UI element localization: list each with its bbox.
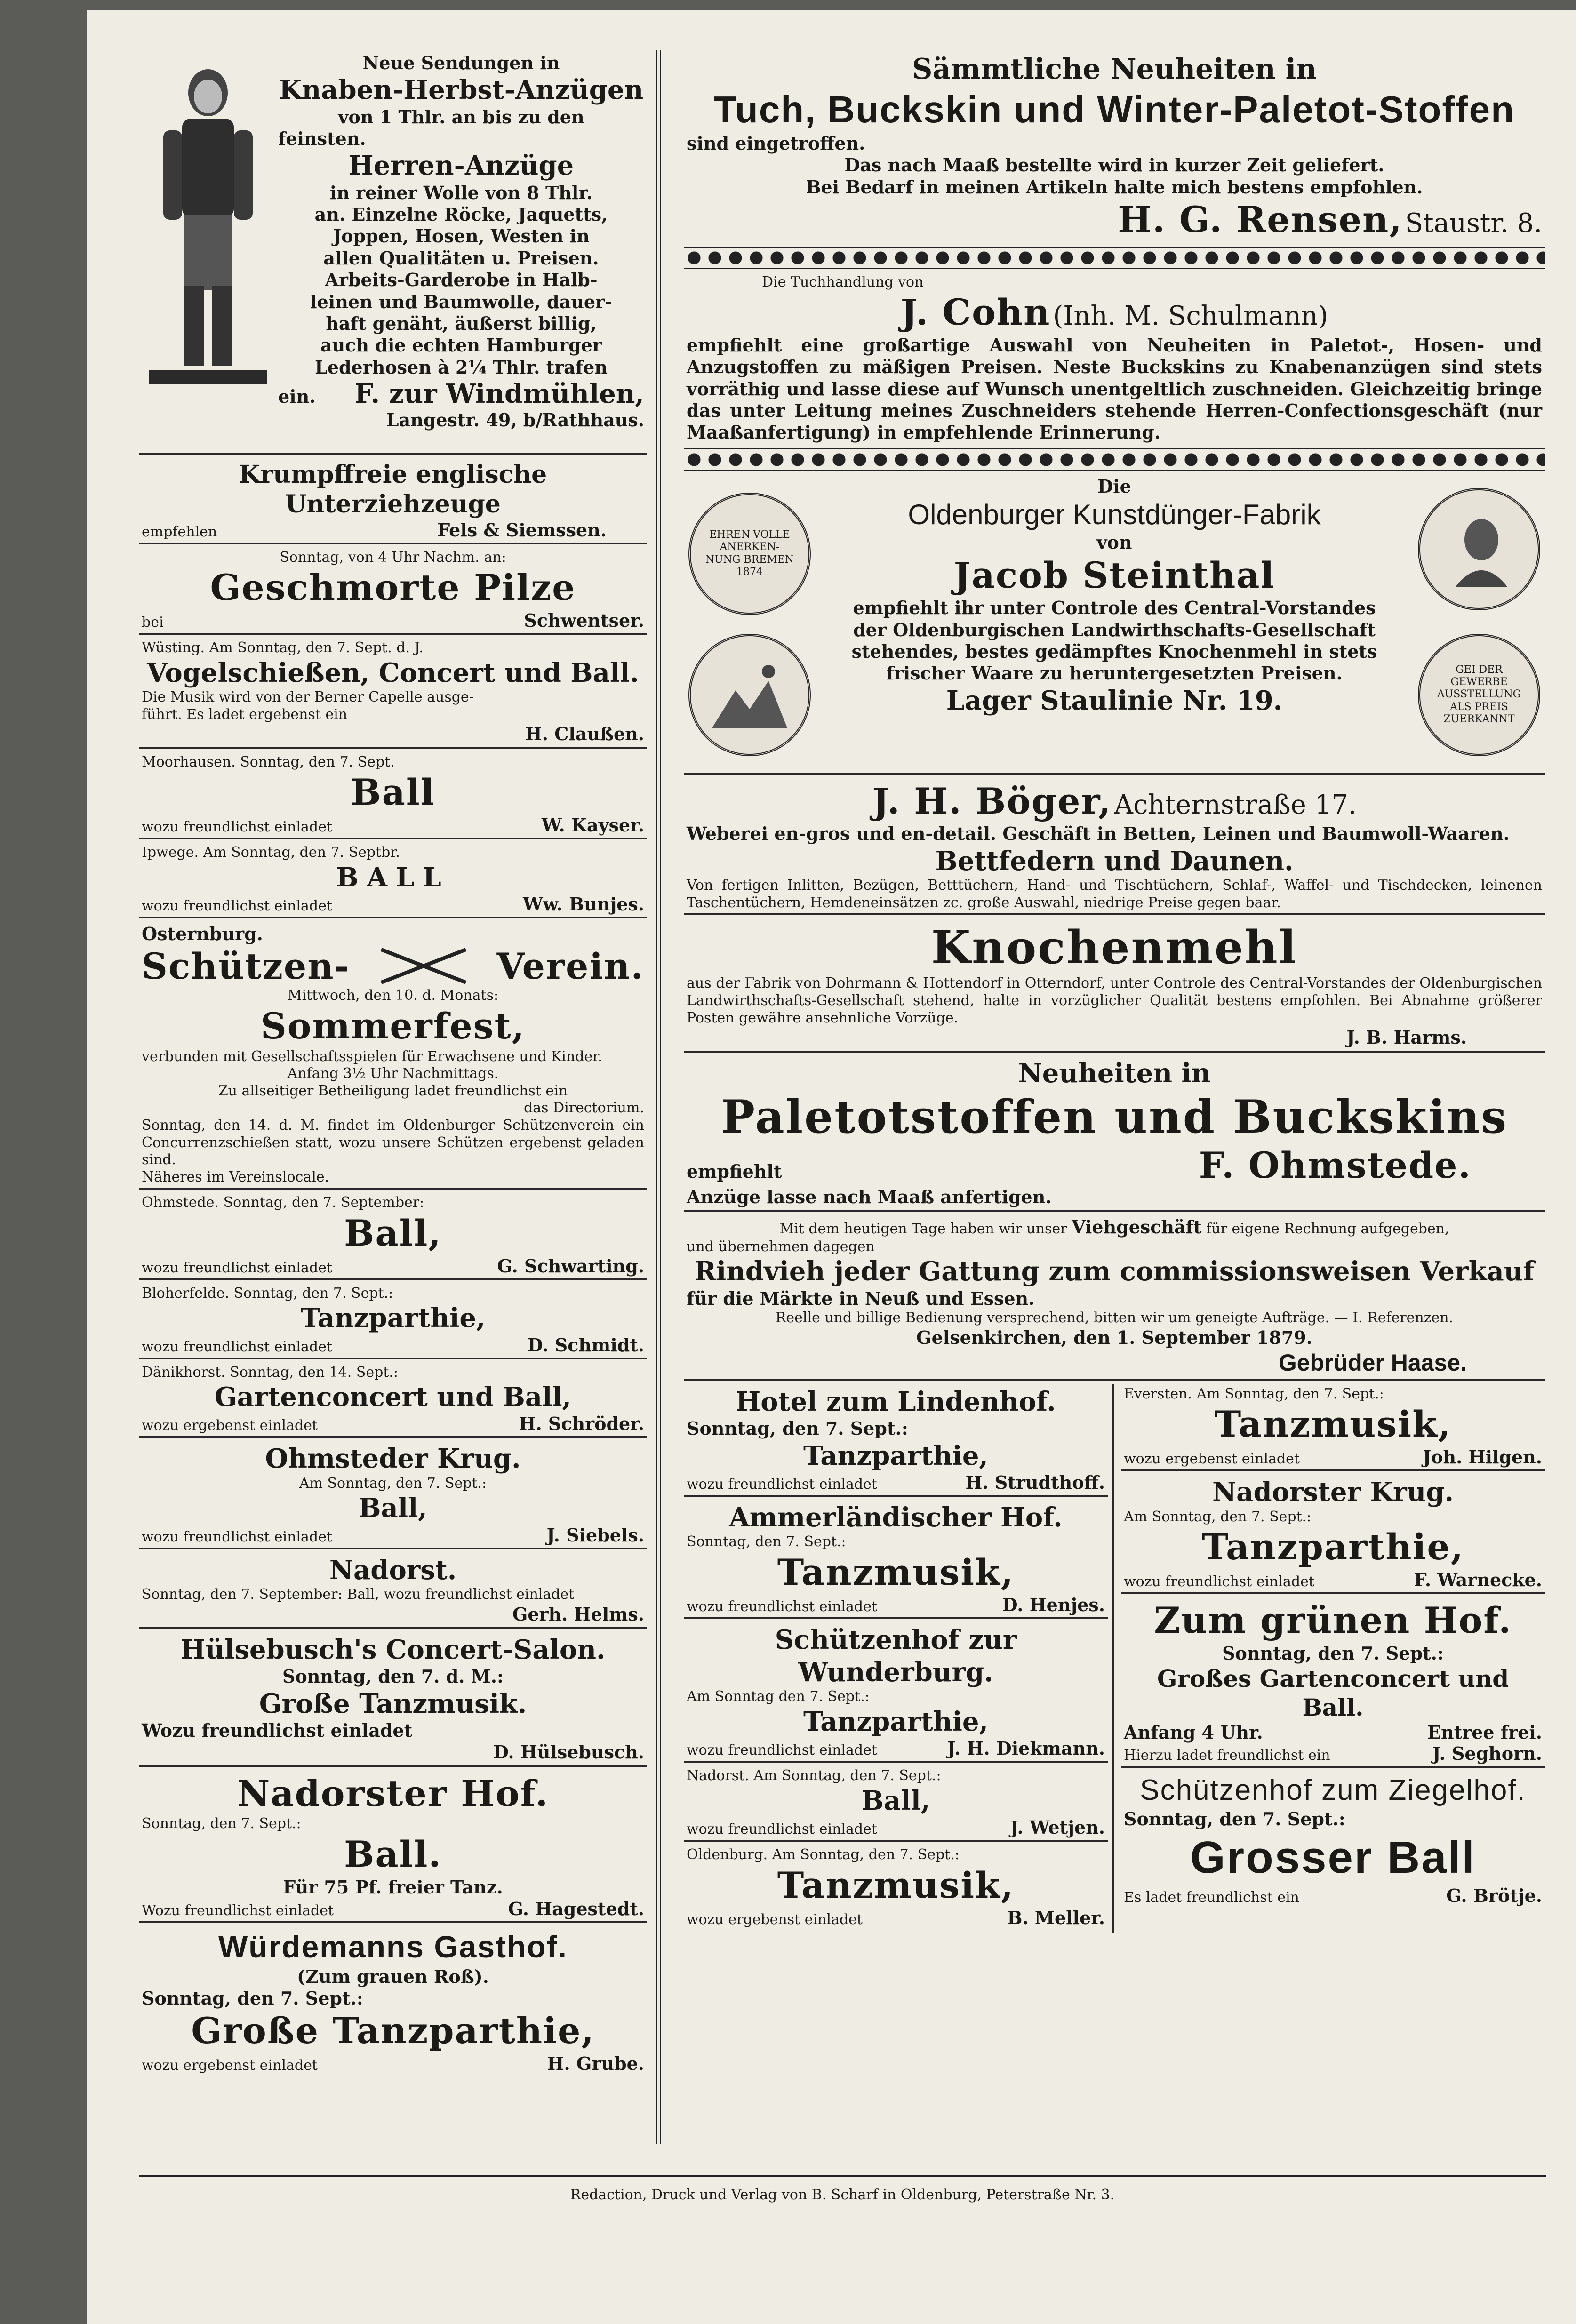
ad-wuerdemanns <box>139 1926 647 2076</box>
right-column <box>684 50 1545 2144</box>
ad-date: Sonntag, den 7. Sept.: <box>142 1815 301 1832</box>
ad-text: wozu freundlichst einladet <box>687 1821 877 1837</box>
knaben-text: Joppen, Hosen, Westen in <box>333 225 590 247</box>
knaben-line1: Neue Sendungen in <box>362 52 560 73</box>
ad-text: verbunden mit Gesellschaftsspielen für Erwachsene und Kinder. <box>142 1048 602 1065</box>
advertiser-address: Staustr. 8. <box>1405 208 1542 239</box>
ad-heading: Nadorster Hof. <box>237 1772 549 1814</box>
ad-date: Am Sonntag, den 7. Sept.: <box>299 1475 487 1492</box>
ad-text: Bei Bedarf in meinen Artikeln halte mich bestens empfohlen. <box>806 176 1423 198</box>
advertiser-name: J. B. Harms. <box>1346 1027 1467 1048</box>
advertiser-name: J. H. Diekmann. <box>947 1738 1105 1759</box>
boy-figure-illustration <box>144 60 272 399</box>
ad-heading: Ball, <box>344 1212 442 1254</box>
knaben-heading: Knaben-Herbst-Anzügen <box>279 74 644 106</box>
ad-nadorst <box>139 1552 647 1629</box>
advertiser-name: H. Grube. <box>547 2052 644 2074</box>
ad-wuesting <box>139 638 647 749</box>
ad-text: Entree frei. <box>1427 1721 1542 1743</box>
advertiser-name: F. zur Windmühlen, <box>354 378 644 409</box>
award-seal-gewerbe <box>688 634 811 756</box>
knaben-text: haft genäht, äußerst billig, <box>326 312 597 334</box>
advertiser-name: J. Siebels. <box>546 1524 644 1546</box>
advertiser-name: Joh. Hilgen. <box>1423 1446 1542 1468</box>
ad-heading: Verein. <box>496 945 644 987</box>
award-seal-ausstellung: GEI DER GEWERBE AUSSTELLUNG ALS PREIS ZUERKANNT <box>1418 634 1540 756</box>
ad-heading: Lager Staulinie Nr. 19. <box>946 685 1283 716</box>
ad-knaben-anzuege <box>139 50 647 455</box>
ad-heading: Tanzmusik, <box>777 1551 1015 1593</box>
ad-text: wozu ergebenst einladet <box>1124 1451 1300 1468</box>
ad-heading: Gartenconcert und Ball, <box>214 1382 572 1413</box>
ad-text: führt. Es ladet ergebenst ein <box>142 706 348 723</box>
column-divider <box>656 50 661 2144</box>
ad-text: wozu freundlichst einladet <box>142 818 332 835</box>
ad-moorhausen <box>139 752 647 839</box>
award-seal-bremen: EHREN-VOLLE ANERKEN-NUNG BREMEN 1874 <box>688 493 811 615</box>
ad-heading: Tanzparthie, <box>803 1706 989 1737</box>
ad-steinthal <box>684 474 1545 775</box>
ad-nadorster-hof <box>139 1770 647 1923</box>
ad-date: Sonntag, den 7. Sept.: <box>1124 1808 1345 1829</box>
knaben-line3: von 1 Thlr. an bis zu den <box>338 106 584 128</box>
ad-text: wozu ergebenst einladet <box>142 2057 318 2074</box>
ad-text: Weberei en-gros und en-detail. Geschäft in Betten, Leinen und Baumwoll-Waaren. <box>687 823 1510 845</box>
ad-heading: Schützenhof zur Wunderburg. <box>775 1624 1017 1688</box>
ad-heading: Tanzmusik, <box>1214 1403 1452 1446</box>
ad-text: Das nach Maaß bestellte wird in kurzer Zeit geliefert. <box>844 154 1384 176</box>
ad-text: empfiehlt eine großartige Auswahl von Neuheiten in Paletot-, Hosen- und Anzugstoffen zu mäßigen Preisen. Neste Buckskins zu Knabenanzügen sind stets vorräthig und lasse diese auf Wunsch unentgeltlich zuschneiden. Gleichzeitig bringe das unter Leitung meines Zuschneiders stehende Herren-Confectionsgeschäft (nur Maaßanfertigung) in empfehlende Erinnerung. <box>687 334 1542 443</box>
ad-heading: Tanzparthie, <box>1201 1526 1464 1568</box>
advertiser-name: J. H. Böger, <box>872 780 1112 822</box>
ad-ammerlaendischer-hof <box>684 1500 1108 1620</box>
ad-text: Wozu freundlichst einladet <box>142 1719 413 1741</box>
ad-heading: Ball, <box>861 1785 930 1816</box>
ad-heading: Neuheiten in <box>1018 1057 1211 1089</box>
ad-text: Gelsenkirchen, den 1. September 1879. <box>916 1326 1312 1348</box>
ad-text: Die Musik wird von der Berner Capelle ausge- <box>142 689 474 706</box>
ad-bloherfelde <box>139 1283 647 1359</box>
advertiser-name: W. Kayser. <box>541 814 644 836</box>
left-column <box>139 50 647 2144</box>
ad-daenikhorst <box>139 1362 647 1438</box>
ad-heading: Krumpffreie englische Unterziehzeuge <box>239 460 547 519</box>
ad-heading: Hotel zum Lindenhof. <box>736 1386 1056 1417</box>
ad-text: Anzüge lasse nach Maaß anfertigen. <box>687 1186 1052 1207</box>
ad-ziegelhof <box>1121 1771 1545 1908</box>
ad-text: empfehlen <box>142 523 217 540</box>
ad-text: Sonntag, den 7. September: Ball, wozu freundlichst einladet <box>142 1586 575 1603</box>
knaben-text: allen Qualitäten u. Preisen. <box>323 247 599 269</box>
knaben-text: an. Einzelne Röcke, Jaquetts, <box>314 204 608 225</box>
ad-text: Wozu freundlichst einladet <box>142 1902 334 1919</box>
ad-date: Am Sonntag, den 7. Sept.: <box>1124 1508 1312 1525</box>
ad-nadorster-krug <box>1121 1474 1545 1594</box>
dotted-border <box>684 247 1545 269</box>
ad-keyword: Viehgeschäft <box>1072 1216 1202 1238</box>
advertiser-name: J. Wetjen. <box>1010 1816 1105 1838</box>
ad-ipwege <box>139 842 647 918</box>
ad-heading: Ball <box>351 771 435 814</box>
advertiser-name: G. Schwarting. <box>497 1255 644 1277</box>
ad-text: für die Märkte in Neuß und Essen. <box>687 1287 1035 1309</box>
ad-date: Sonntag, den 7. Sept.: <box>142 1987 363 2009</box>
ad-text: aus der Fabrik von Dohrmann & Hottendorf in Otterndorf, unter Controle des Central-Vorstandes der Oldenburgischen Landwirthschafts-Gesellschaft stehend, halte in vorzüglicher Qualität bestens empfohlen. Bei Abnahme größerer Posten gewähre ansehnliche Vorzüge. <box>687 975 1542 1026</box>
ad-date: Sonntag, von 4 Uhr Nachm. an: <box>280 549 506 566</box>
knaben-text: auch die echten Hamburger <box>320 335 602 356</box>
ad-heading: Bettfedern und Daunen. <box>935 845 1294 877</box>
ad-text: Die <box>1097 475 1131 497</box>
ad-text: sind eingetroffen. <box>687 132 865 154</box>
ad-heading: Tanzparthie, <box>803 1440 989 1471</box>
ad-text: und übernehmen dagegen <box>687 1238 875 1255</box>
ad-heading: Schützenhof zum Ziegelhof. <box>1140 1773 1526 1806</box>
ad-eversten <box>1121 1384 1545 1471</box>
advertiser-name: J. Seghorn. <box>1432 1742 1542 1764</box>
ad-heading: BALL <box>336 862 450 893</box>
ad-heading: Nadorster Krug. <box>1212 1477 1454 1508</box>
ad-ohmstede <box>139 1192 647 1280</box>
knaben-text: in reiner Wolle von 8 Thlr. <box>329 182 593 203</box>
advertiser-name: F. Warnecke. <box>1414 1569 1542 1590</box>
ad-cohn <box>684 272 1545 446</box>
advertiser-name: H. Claußen. <box>525 723 644 745</box>
knaben-text: Arbeits-Garderobe in Halb- <box>325 269 598 291</box>
advertiser-name: D. Schmidt. <box>527 1334 644 1356</box>
ad-text: für eigene Rechnung aufgegeben, <box>1206 1221 1449 1238</box>
advertiser-name: H. G. Rensen, <box>1118 198 1403 240</box>
ad-wunderburg <box>684 1622 1108 1763</box>
ad-krumpffreie <box>139 458 647 544</box>
knaben-line4: feinsten. <box>278 128 366 150</box>
ad-heading: Tanzmusik, <box>777 1864 1015 1906</box>
ad-text: (Zum grauen Roß). <box>297 1965 489 1987</box>
advertiser-name: Gerh. Helms. <box>512 1603 644 1625</box>
ad-gruener-hof <box>1121 1597 1545 1768</box>
ad-text: wozu freundlichst einladet <box>142 1259 332 1276</box>
advertiser-name: H. Schröder. <box>519 1413 644 1435</box>
ad-heading: Ball. <box>344 1833 442 1875</box>
ad-date: Oldenburg. Am Sonntag, den 7. Sept.: <box>687 1846 960 1863</box>
ad-text: Es ladet freundlichst ein <box>1124 1889 1299 1906</box>
ad-text: Für 75 Pf. freier Tanz. <box>283 1876 503 1898</box>
ad-heading: Vogelschießen, Concert und Ball. <box>147 657 639 688</box>
ad-text: Anfang 3½ Uhr Nachmittags. <box>287 1065 499 1082</box>
ad-huelsebusch <box>139 1632 647 1767</box>
ad-heading: Knochenmehl <box>931 921 1298 974</box>
ad-nadorst-wetjen <box>684 1765 1108 1842</box>
bottom-ads-left <box>684 1384 1114 1933</box>
ad-text: wozu freundlichst einladet <box>142 1528 332 1545</box>
imprint-footer: Redaction, Druck und Verlag von B. Scharf in Oldenburg, Peterstraße Nr. 3. <box>139 2175 1546 2203</box>
advertiser-name: F. Ohmstede. <box>1199 1144 1472 1186</box>
knaben-text: ein. <box>278 385 316 407</box>
ad-date: Am Sonntag den 7. Sept.: <box>687 1688 870 1705</box>
ad-heading: Nadorst. <box>329 1554 457 1586</box>
ad-text: wozu freundlichst einladet <box>142 897 332 914</box>
ad-heading: Ammerländischer Hof. <box>729 1501 1063 1533</box>
ad-ohmstede-paletot <box>684 1055 1545 1212</box>
bottom-ads-grid <box>684 1384 1545 1933</box>
ad-date: Nadorst. Am Sonntag, den 7. Sept.: <box>687 1767 941 1784</box>
ad-lindenhof <box>684 1384 1108 1497</box>
ad-date: Mittwoch, den 10. d. Monats: <box>287 987 499 1004</box>
ad-date: Ipwege. Am Sonntag, den 7. Septbr. <box>142 844 400 861</box>
advertiser-address: Langestr. 49, b/Rathhaus. <box>386 409 644 431</box>
ad-heading: Tuch, Buckskin und Winter-Paletot-Stoffen <box>713 88 1515 131</box>
ad-heading: Zum grünen Hof. <box>1154 1599 1512 1641</box>
ad-date: Ohmstede. Sonntag, den 7. September: <box>142 1194 424 1211</box>
ad-text: Zu allseitiger Betheiligung ladet freundlichst ein <box>218 1082 568 1099</box>
ad-place: Osternburg. <box>142 923 263 944</box>
ad-heading: Würdemanns Gasthof. <box>218 1929 568 1964</box>
ad-rensen <box>684 50 1545 244</box>
ad-schuetzenverein <box>139 921 647 1190</box>
ad-pilze <box>139 547 647 635</box>
ad-date: Eversten. Am Sonntag, den 7. Sept.: <box>1124 1385 1384 1402</box>
ad-heading: Oldenburger Kunstdünger-Fabrik <box>908 499 1321 531</box>
ad-text: Reelle und billige Bedienung versprechend, bitten wir um geneigte Aufträge. — I. Referenzen. <box>775 1309 1454 1326</box>
ad-oldenburg-meller <box>684 1845 1108 1930</box>
ad-boeger <box>684 778 1545 916</box>
ad-text: frischer Waare zu heruntergesetzten Preisen. <box>886 663 1343 684</box>
advertiser-name: H. Strudthoff. <box>965 1471 1105 1493</box>
ad-text: stehendes, bestes gedämpftes Knochenmehl in stets <box>851 641 1377 663</box>
advertiser-name: D. Hülsebusch. <box>493 1741 644 1763</box>
ad-text: von <box>1096 532 1132 553</box>
ad-text: wozu freundlichst einladet <box>687 1476 877 1493</box>
ad-text: das Directorium. <box>524 1100 644 1117</box>
ad-date: Sonntag, den 7. Sept.: <box>687 1418 908 1439</box>
advertiser-name: G. Hagestedt. <box>508 1898 644 1919</box>
ad-heading: Sämmtliche Neuheiten in <box>912 53 1317 86</box>
advertiser-name: B. Meller. <box>1007 1907 1105 1929</box>
ad-text: der Oldenburgischen Landwirthschafts-Gesellschaft <box>853 619 1376 640</box>
ad-text: Die Tuchhandlung von <box>762 273 924 290</box>
ad-text: bei <box>142 614 164 631</box>
ad-date: Sonntag, den 7. Sept.: <box>1222 1642 1444 1664</box>
ad-heading: Sommerfest, <box>260 1005 526 1047</box>
ad-date: Sonntag, den 7. d. M.: <box>282 1666 504 1687</box>
ad-heading: Grosser Ball <box>1190 1832 1476 1883</box>
ad-date: Dänikhorst. Sonntag, den 14. Sept.: <box>142 1364 399 1381</box>
advertiser-name: Fels & Siemssen. <box>437 519 607 541</box>
advertiser-name: Jacob Steinthal <box>953 554 1275 596</box>
ad-text: wozu freundlichst einladet <box>1124 1573 1314 1590</box>
ad-text: wozu ergebenst einladet <box>687 1911 863 1928</box>
ad-heading: Ohmsteder Krug. <box>265 1443 521 1475</box>
ad-text: Sonntag, den 14. d. M. findet im Oldenburger Schützenverein ein Concurrenzschießen statt, wozu unsere Schützen ergebenst geladen sind. <box>142 1117 644 1168</box>
ad-heading: Hülsebusch's Concert-Salon. <box>180 1634 606 1665</box>
ad-heading: Rindvieh jeder Gattung zum commissionsweisen Verkauf <box>694 1256 1535 1287</box>
ad-haase <box>684 1214 1545 1381</box>
herren-heading: Herren-Anzüge <box>348 150 574 182</box>
advertiser-address: Achternstraße 17. <box>1114 789 1357 820</box>
ad-ohmsteder-krug <box>139 1441 647 1549</box>
ad-text: empfiehlt <box>687 1160 782 1182</box>
ad-date: Bloherfelde. Sonntag, den 7. Sept.: <box>142 1285 393 1302</box>
ad-date: Wüsting. Am Sonntag, den 7. Sept. d. J. <box>142 639 424 656</box>
ad-heading: Tanzparthie, <box>300 1302 486 1334</box>
ad-text: Mit dem heutigen Tage haben wir unser <box>779 1221 1067 1238</box>
advertiser-owner: (Inh. M. Schulmann) <box>1053 301 1328 332</box>
advertiser-name: D. Henjes. <box>1002 1594 1105 1616</box>
ad-text: wozu freundlichst einladet <box>687 1742 877 1759</box>
ad-date: Sonntag, den 7. Sept.: <box>687 1533 846 1550</box>
bottom-ads-right <box>1114 1384 1545 1933</box>
ad-text: Von fertigen Inlitten, Bezügen, Betttüchern, Hand- und Tischtüchern, Schlaf-, Waffel- und Tischdecken, leinenen Taschentüchern, Hemdeneinsätzen zc. große Auswahl, niedrige Preise gegen baar. <box>687 877 1542 911</box>
ad-heading: Große Tanzparthie, <box>191 2010 595 2052</box>
crossed-rifles-icon <box>376 945 471 987</box>
ad-text: wozu ergebenst einladet <box>142 1417 318 1434</box>
ad-text: Anfang 4 Uhr. <box>1124 1721 1263 1743</box>
knaben-text: Lederhosen à 2¼ Thlr. trafen <box>315 356 608 378</box>
ad-date: Moorhausen. Sonntag, den 7. Sept. <box>142 753 395 770</box>
newspaper-page <box>87 10 1576 2324</box>
advertiser-name: J. Cohn <box>900 291 1051 334</box>
ad-text: Näheres im Vereinslocale. <box>142 1168 329 1185</box>
landscape-seal-icon <box>707 657 792 733</box>
dotted-border <box>684 448 1545 471</box>
ad-harms <box>684 918 1545 1052</box>
ad-text: empfiehlt ihr unter Controle des Central-Vorstandes <box>853 597 1376 619</box>
advertiser-name: Gebrüder Haase. <box>1278 1349 1467 1376</box>
ad-heading: Großes Gartenconcert und Ball. <box>1157 1664 1509 1721</box>
ad-text: wozu freundlichst einladet <box>687 1598 877 1615</box>
knaben-text: leinen und Baumwolle, dauer- <box>310 291 612 312</box>
portrait-medal-icon <box>1418 488 1540 610</box>
portrait-medal-icon <box>1437 507 1521 591</box>
ad-heading: Große Tanzmusik. <box>259 1688 527 1719</box>
ad-heading: Geschmorte Pilze <box>210 567 576 609</box>
advertiser-name: G. Brötje. <box>1446 1885 1542 1906</box>
advertiser-name: Schwentser. <box>524 610 644 631</box>
ad-text: wozu freundlichst einladet <box>142 1338 332 1355</box>
ad-heading: Ball, <box>359 1493 427 1524</box>
ad-text: Hierzu ladet freundlichst ein <box>1124 1747 1330 1764</box>
ad-heading: Schützen- <box>142 945 351 987</box>
advertiser-name: Ww. Bunjes. <box>523 893 644 915</box>
ad-heading: Paletotstoffen und Buckskins <box>720 1090 1508 1143</box>
